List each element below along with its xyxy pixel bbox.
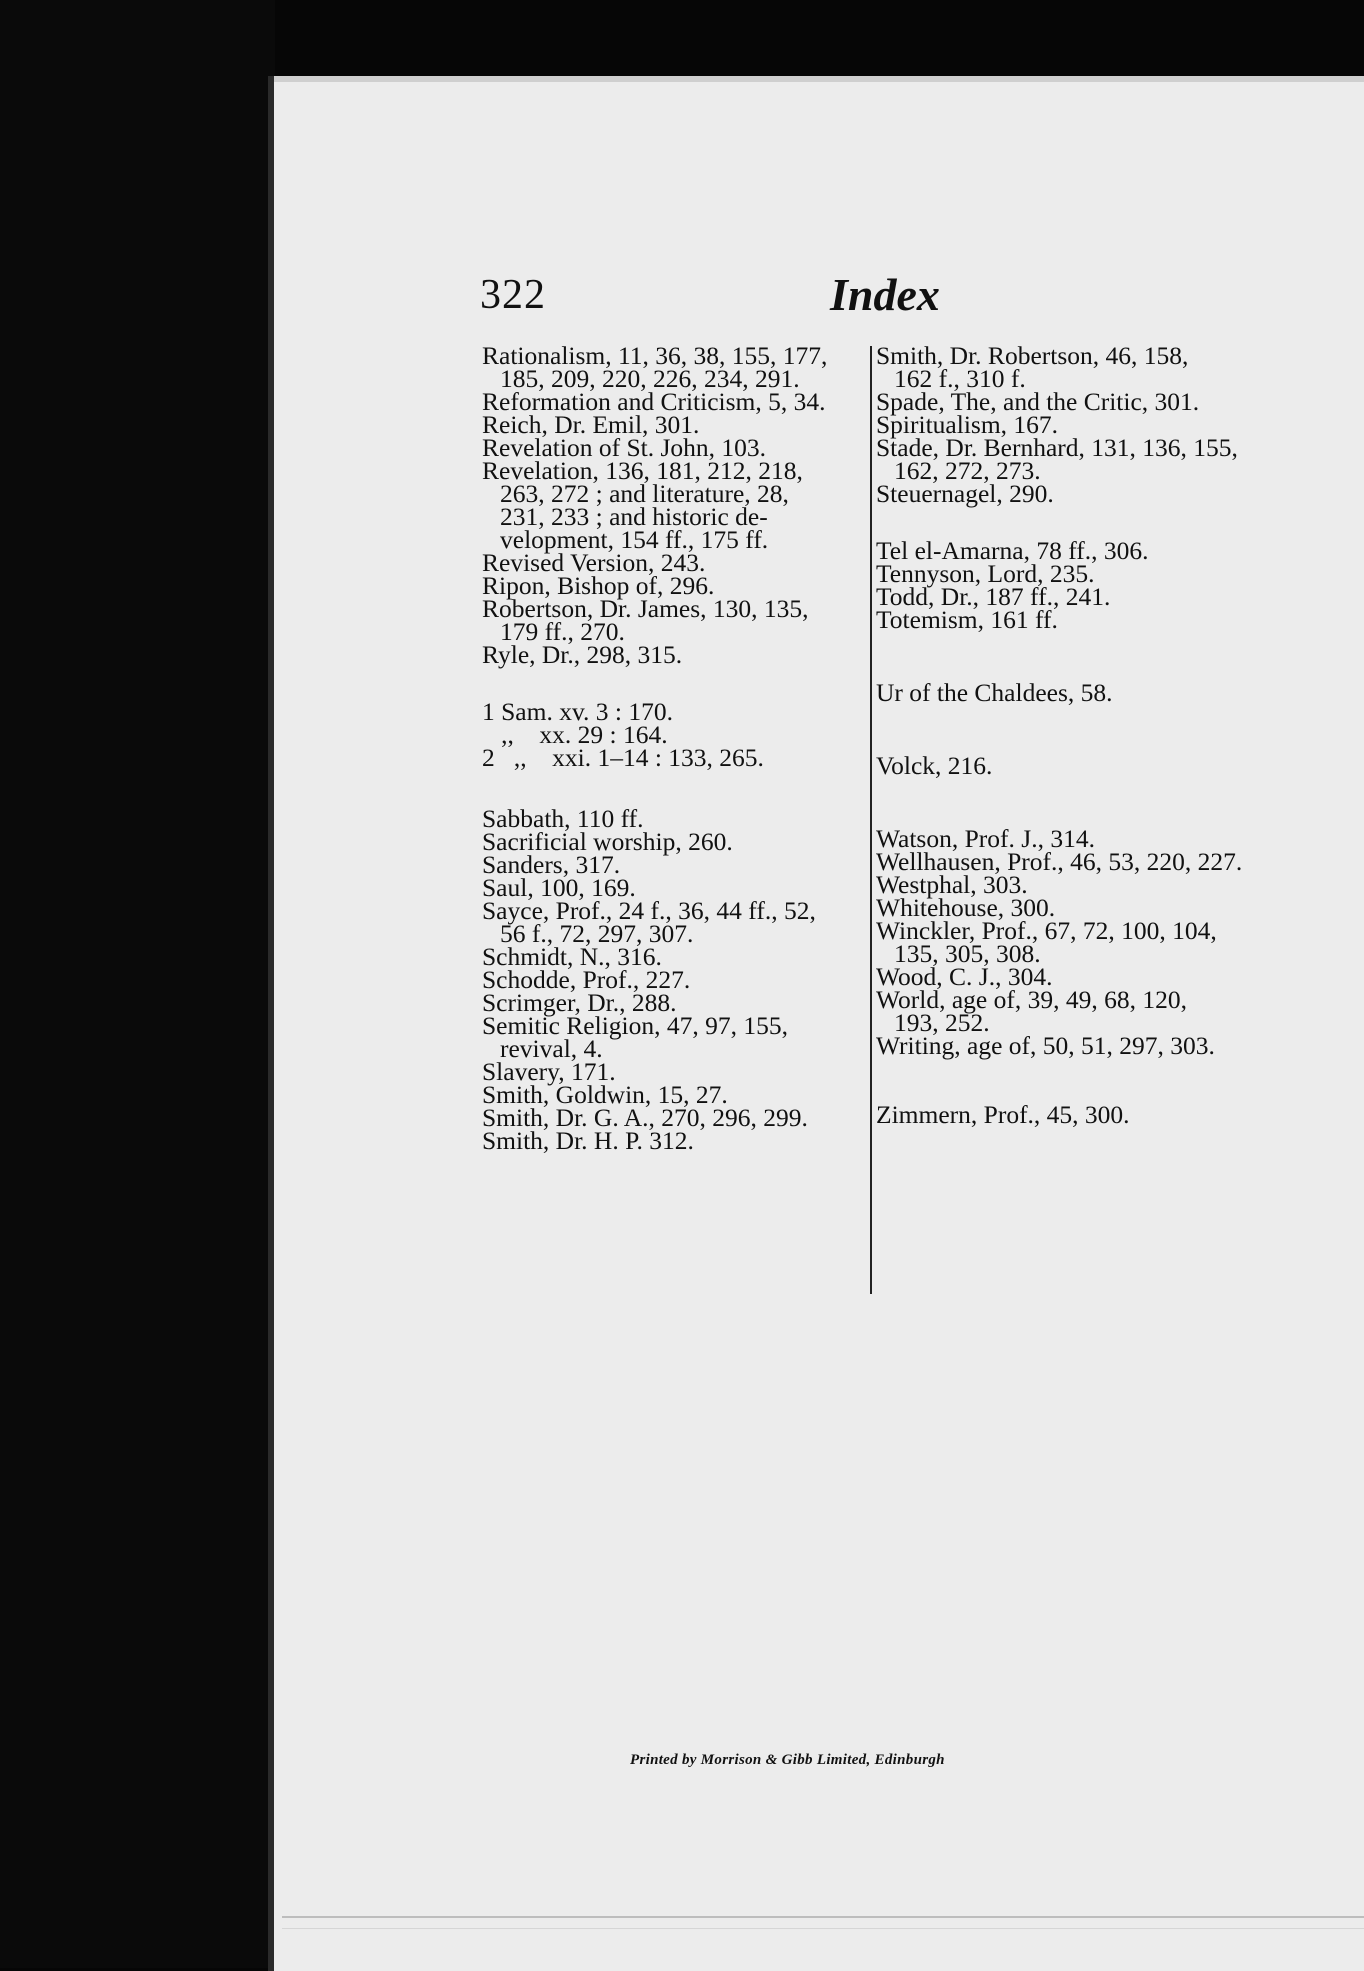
index-entry: Totemism, 161 ff. [876, 605, 1058, 634]
index-entry: Rationalism, 11, 36, 38, 155, 177, [482, 341, 828, 370]
page-bottom-edge [282, 1916, 1364, 1929]
scripture-ref: 2 ,, xxi. 1–14 : 133, 265. [482, 743, 764, 772]
index-entry: Ur of the Chaldees, 58. [876, 678, 1113, 707]
scripture-ref: ,, xx. 29 : 164. [482, 720, 668, 749]
index-entry: World, age of, 39, 49, 68, 120, [876, 985, 1187, 1014]
index-entry: Sacrificial worship, 260. [482, 827, 733, 856]
index-entry: Smith, Dr. H. P. 312. [482, 1126, 694, 1155]
index-entry: Volck, 216. [876, 751, 993, 780]
index-entry: Reformation and Criticism, 5, 34. [482, 387, 826, 416]
index-entry: Slavery, 171. [482, 1057, 616, 1086]
index-entry: Todd, Dr., 187 ff., 241. [876, 582, 1111, 611]
index-entry-cont: 263, 272 ; and literature, 28, [500, 479, 789, 508]
index-entry: Steuernagel, 290. [876, 479, 1054, 508]
index-entry: Revised Version, 243. [482, 548, 706, 577]
index-entry: Revelation of St. John, 103. [482, 433, 767, 462]
index-entry-cont: 162, 272, 273. [894, 456, 1041, 485]
index-entry-cont: 193, 252. [894, 1008, 990, 1037]
index-entry-cont: velopment, 154 ff., 175 ff. [500, 525, 769, 554]
index-entry-cont: 231, 233 ; and historic de- [500, 502, 768, 531]
index-entry: Stade, Dr. Bernhard, 131, 136, 155, [876, 433, 1238, 462]
index-entry: Smith, Dr. G. A., 270, 296, 299. [482, 1103, 808, 1132]
running-title: Index [830, 269, 940, 320]
index-entry: Smith, Dr. Robertson, 46, 158, [876, 341, 1189, 370]
index-entry-cont: revival, 4. [500, 1034, 603, 1063]
index-entry: Westphal, 303. [876, 870, 1028, 899]
index-entry: Wellhausen, Prof., 46, 53, 220, 227. [876, 847, 1243, 876]
index-entry: Spade, The, and the Critic, 301. [876, 387, 1200, 416]
page-number: 322 [480, 272, 546, 318]
index-entry-cont: 56 f., 72, 297, 307. [500, 919, 694, 948]
index-entry: Writing, age of, 50, 51, 297, 303. [876, 1031, 1215, 1060]
index-group-v [876, 751, 1296, 780]
index-entry-cont: 179 ff., 270. [500, 617, 625, 646]
index-entry: Sabbath, 110 ff. [482, 804, 644, 833]
index-entry: Ripon, Bishop of, 296. [482, 571, 715, 600]
index-entry-cont: 135, 305, 308. [894, 939, 1041, 968]
index-entry: Revelation, 136, 181, 212, 218, [482, 456, 803, 485]
index-entry: Sanders, 317. [482, 850, 621, 879]
index-entry: Watson, Prof. J., 314. [876, 824, 1095, 853]
index-group-w [876, 824, 1296, 1060]
index-group-u [876, 678, 1296, 707]
index-entry: Schodde, Prof., 227. [482, 965, 691, 994]
index-entry: Semitic Religion, 47, 97, 155, [482, 1011, 788, 1040]
index-entry: Tennyson, Lord, 235. [876, 559, 1095, 588]
index-entry: Robertson, Dr. James, 130, 135, [482, 594, 809, 623]
scripture-ref: 1 Sam. xv. 3 : 170. [482, 697, 674, 726]
index-group-z [876, 1100, 1296, 1129]
index-entry: Whitehouse, 300. [876, 893, 1056, 922]
scan-background [0, 0, 275, 1968]
index-group-s-cont [876, 341, 1296, 508]
index-entry-cont: 162 f., 310 f. [894, 364, 1026, 393]
index-entry: Sayce, Prof., 24 f., 36, 44 ff., 52, [482, 896, 816, 925]
printer-imprint: Printed by Morrison & Gibb Limited, Edinburgh [630, 1752, 945, 1768]
index-entry: Reich, Dr. Emil, 301. [482, 410, 700, 439]
column-divider [870, 346, 872, 1294]
index-group-t [876, 536, 1296, 634]
index-entry: Winckler, Prof., 67, 72, 100, 104, [876, 916, 1217, 945]
book-page [268, 76, 1364, 1971]
index-entry: Spiritualism, 167. [876, 410, 1059, 439]
index-entry: Scrimger, Dr., 288. [482, 988, 677, 1017]
index-entry: Saul, 100, 169. [482, 873, 636, 902]
index-column-right [876, 341, 1296, 1129]
index-entry: Smith, Goldwin, 15, 27. [482, 1080, 728, 1109]
index-entry: Schmidt, N., 316. [482, 942, 662, 971]
index-entry: Tel el-Amarna, 78 ff., 306. [876, 536, 1149, 565]
index-entry-cont: 185, 209, 220, 226, 234, 291. [500, 364, 800, 393]
index-entry: Ryle, Dr., 298, 315. [482, 640, 683, 669]
index-entry: Wood, C. J., 304. [876, 962, 1053, 991]
index-entry: Zimmern, Prof., 45, 300. [876, 1100, 1130, 1129]
